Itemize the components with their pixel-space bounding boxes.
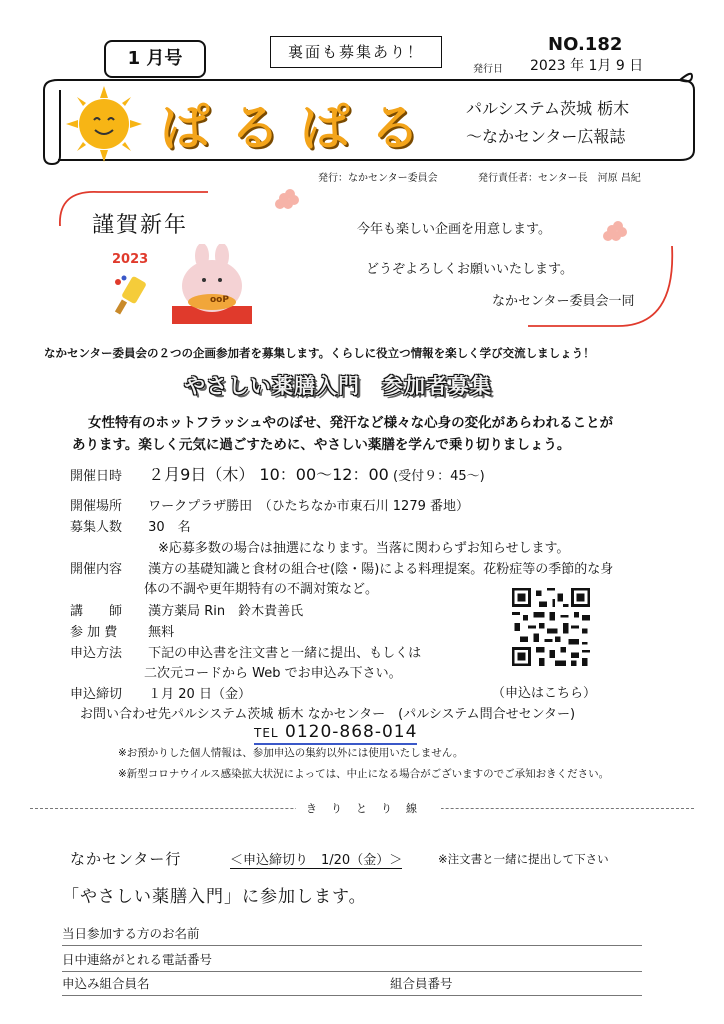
content-label: 開催内容 [70,562,123,577]
event-content-1: 漢方の基礎知識と食材の組合せ(陰・陽)による料理提案。花粉症等の季節的な身 [148,562,614,577]
form-recipient: なかセンター行 [70,850,182,868]
hagoita-icon [112,272,148,316]
org-subtitle: ～なかセンター広報誌 [466,127,626,146]
event-intro: なかセンター委員会の２つの企画参加者を募集します。くらしに役立つ情報を楽しく学び交流しましょう！ [44,346,595,360]
event-deadline: １月 20 日（金） [148,687,251,702]
method-label: 申込方法 [70,646,123,661]
event-content-2: 体の不調や更年期特有の不調対策など。 [144,582,379,597]
event-method-2: 二次元コードから Web でお申込み下さい。 [144,666,402,681]
responsible-person: 発行責任者：センター長 河原 昌紀 [478,173,641,184]
row-place [70,495,469,514]
newsletter-title: ぱるぱる [160,98,440,157]
greeting-year: 2023 [112,252,149,267]
org-name: パルシステム茨城 栃木 [466,99,630,118]
reception-time: (受付９：45～) [393,469,485,484]
event-fee: 無料 [148,625,175,640]
row-deadline [70,683,251,702]
fee-label: 参 加 費 [70,625,118,640]
row-capacity [70,516,191,535]
greeting-title: 謹賀新年 [92,213,189,238]
issue-number: NO.182 [548,34,623,55]
issue-date: 2023 年 1月 9 日 [530,58,644,74]
row-content [70,558,613,577]
event-method-1: 下記の申込書を注文書と一緒に提出、もしくは [148,646,422,661]
sun-icon [66,86,142,162]
event-lead-2: あります。楽しく元気に過ごすために、やさしい薬膳を学んで乗り切りましょう。 [72,437,571,453]
member-number-label: 組合員番号 [390,976,453,991]
date-label: 開催日時 [70,469,123,484]
tel-mark: TEL [254,726,279,740]
greeting-line-2: どうぞよろしくお願いいたします。 [366,262,573,277]
privacy-note: ※お預かりした個人情報は、参加申込の集約以外には使用いたしません。 [118,747,464,759]
phone-number[interactable] [254,722,417,745]
event-capacity: 30 名 [148,520,191,535]
phone-field[interactable] [62,950,642,972]
phone-field-label: 日中連絡がとれる電話番号 [62,952,213,967]
cut-line-label: きりとり線 [296,800,441,816]
event-headline: やさしい薬膳入門 参加者募集 [184,374,492,398]
name-field[interactable] [62,924,642,946]
form-deadline: ＜申込締切り 1/20（金）＞ [230,849,402,869]
capacity-label: 募集人数 [70,520,123,535]
name-field-label: 当日参加する方のお名前 [62,926,200,941]
place-label: 開催場所 [70,499,123,514]
row-lecturer [70,600,303,619]
lecturer-label: 講 師 [70,604,123,619]
row-method [70,642,421,661]
back-notice: 裏面も募集あり！ [270,36,442,68]
apply-here-caption: （申込はこちら） [492,686,597,701]
date-label: 発行日 [473,64,503,75]
greeting-line-1: 今年も楽しい企画を用意します。 [357,222,551,237]
qr-code[interactable] [512,588,590,666]
deadline-label: 申込締切 [70,687,123,702]
event-lecturer: 漢方薬局 Rin 鈴木貴善氏 [148,604,304,619]
form-join-statement: 「やさしい薬膳入門」に参加します。 [62,887,367,907]
event-lead-1: 女性特有のホットフラッシュやのぼせ、発汗など様々な心身の変化があらわれることが [88,415,614,431]
event-place: ワークプラザ勝田 （ひたちなか市東石川 1279 番地） [148,499,469,514]
event-date: ２月9日（木） 10：00～12：00 [148,465,389,484]
publisher: 発行：なかセンター委員会 [318,173,438,184]
covid-note: ※新型コロナウイルス感染拡大状況によっては、中止になる場合がございますのでご承知おきください。 [118,768,610,780]
contact-info: お問い合わせ先パルシステム茨城 栃木 なかセンター (パルシステム問合せセンター) [80,707,576,722]
capacity-note: ※応募多数の場合は抽選になります。当落に関わらずお知らせします。 [158,541,570,556]
daruma-rabbit-icon [172,244,252,326]
tel-value: 0120-868-014 [285,722,418,742]
row-date [70,462,485,485]
row-fee [70,621,174,640]
form-note: ※注文書と一緒に提出して下さい [438,852,609,866]
greeting-signature: なかセンター委員会一同 [492,294,635,309]
issue-label: 1 月号 [104,40,206,78]
member-name-label: 申込み組合員名 [62,976,150,991]
member-field[interactable] [62,974,642,996]
daruma-label: ooP [210,295,229,305]
